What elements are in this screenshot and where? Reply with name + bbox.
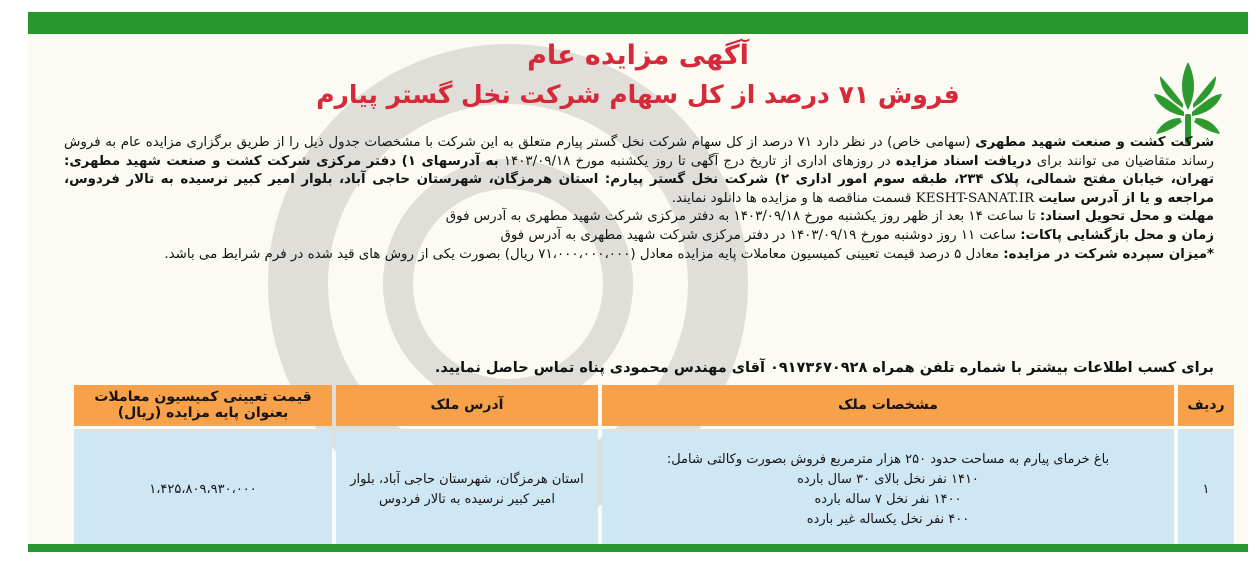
spec-line: ۴۰۰ نفر نخل یکساله غیر بارده [806,511,970,527]
top-border [28,12,1248,34]
cell-address: استان هرمزگان، شهرستان حاجی آباد، بلوار امیر کبیر نرسیده به تالار فردوس [336,429,598,544]
contact-line: برای کسب اطلاعات بیشتر با شماره تلفن همراه ۰۹۱۷۳۶۷۰۹۲۸ آقای مهندس محمودی پناه تماس حاصل نمایید. [434,360,1214,376]
property-table [70,382,1238,544]
deadline-label: مهلت و محل تحویل اسناد: [1039,209,1214,225]
website-text[interactable]: KESHT-SANAT.IR [915,190,1035,206]
opening-text: ساعت ۱۱ روز دوشنبه مورخ ۱۴۰۳/۰۹/۱۹ در دفتر مرکزی شرکت شهید مطهری به آدرس فوق [500,227,1021,243]
cell-spec [602,429,1174,544]
page-title: آگهی مزایده عام [527,40,749,71]
opening-label: زمان و محل بازگشایی پاکات: [1020,227,1214,243]
page-subtitle: فروش ۷۱ درصد از کل سهام شرکت نخل گستر پیارم [316,80,960,109]
company-name: شرکت کشت و صنعت شهید مطهری [975,135,1215,150]
spec-line: باغ خرمای پیارم به مساحت حدود ۲۵۰ هزار مترمربع فروش بصورت وکالتی شامل: [666,451,1110,467]
cell-price: ۱،۴۲۵،۸۰۹،۹۳۰،۰۰۰ [74,429,332,544]
header-row-number: ردیف [1178,385,1234,426]
table-row [74,429,1234,544]
intro-paragraph [64,134,1214,208]
table-header-row [74,385,1234,426]
header-spec: مشخصات ملک [602,385,1174,426]
intro-text-2: در روزهای اداری از تاریخ درج آگهی تا روز یکشنبه مورخ ۱۴۰۳/۰۹/۱۸ [498,153,896,169]
spec-line: ۱۴۱۰ نفر نخل بالای ۳۰ سال بارده [797,471,979,487]
addresses-text: به آدرسهای ۱) دفتر مرکزی شرکت کشت و صنعت شهید مطهری: تهران، خیابان مفتح شمالی، پلاک ۲۳۴، طبقه سوم امور اداری ۲) شرکت نخل گستر پیارم: استان هرمزگان، شهرستان حاجی آباد، بلوار امیر کبیر نرسیده به تالار فردوس، مراجعه و یا از آدرس سایت [64,153,1214,206]
deposit-label: *میزان سپرده شرکت در مزایده: [1003,246,1214,262]
bottom-border [28,544,1248,552]
intro-text-3: قسمت مناقصه ها و مزایده ها دانلود نمایند. [671,190,916,206]
ad-body [28,34,1248,544]
intro-text: (سهامی خاص) در نظر دارد ۷۱ درصد از کل سهام شرکت نخل گستر پیارم متعلق به این شرکت با مشخصات جدول ذیل را از طریق برگزاری مزایده عام به فروش رساند متقاضیان می توانند برای [64,135,1214,169]
announcement-text [64,134,1214,264]
deadline-paragraph [64,208,1214,227]
ad-frame [28,12,1248,552]
deposit-paragraph [64,246,1214,265]
header-address: آدرس ملک [336,385,598,426]
intro-bold: دریافت اسناد مزایده [895,153,1032,169]
opening-paragraph [64,227,1214,246]
header-price: قیمت تعیینی کمیسیون معاملات بعنوان پایه مزایده (ریال) [74,385,332,426]
spec-line: ۱۴۰۰ نفر نخل ۷ ساله بارده [814,491,962,507]
cell-row-number: ۱ [1178,429,1234,544]
deposit-text: معادل ۵ درصد قیمت تعیینی کمیسیون معاملات پایه مزایده معادل (۷۱،۰۰۰،۰۰۰،۰۰۰ ریال) بصورت یکی از روش های قید شده در فرم شرایط می باشد. [164,246,1004,262]
deadline-text: تا ساعت ۱۴ بعد از ظهر روز یکشنبه مورخ ۱۴۰۳/۰۹/۱۸ به دفتر مرکزی شرکت شهید مطهری به آدرس فوق [445,209,1040,225]
